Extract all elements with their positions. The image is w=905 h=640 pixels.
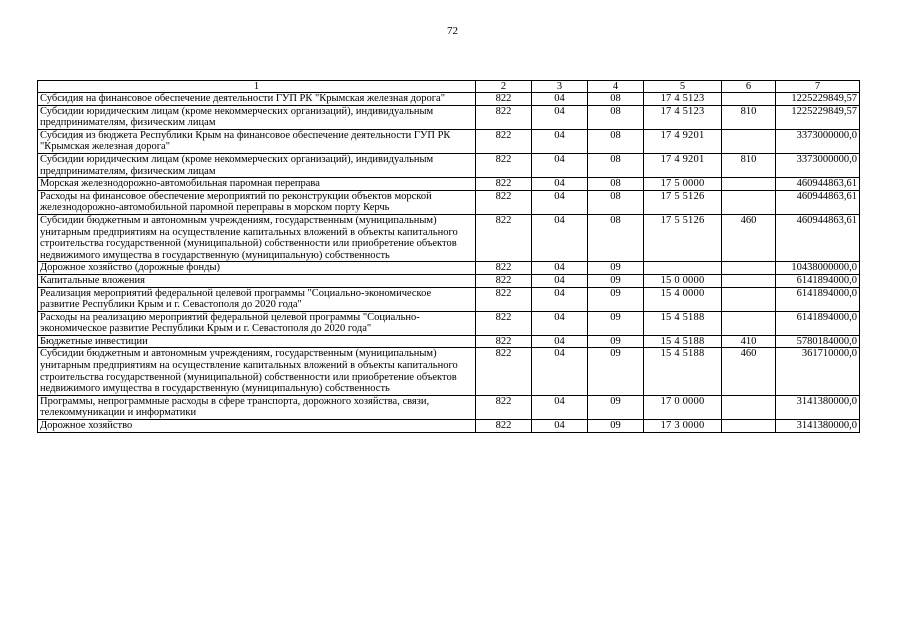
subsection-code-cell: 08 <box>588 153 644 177</box>
target-article-cell: 17 5 5126 <box>644 214 722 261</box>
target-article-cell: 17 4 9201 <box>644 129 722 153</box>
table-row <box>38 153 860 177</box>
expense-type-cell <box>722 178 776 191</box>
ministry-code-cell: 822 <box>476 420 532 433</box>
subsection-code-cell: 09 <box>588 287 644 311</box>
section-code-cell: 04 <box>532 105 588 129</box>
target-article-cell: 15 4 5188 <box>644 311 722 335</box>
section-code-cell: 04 <box>532 311 588 335</box>
expense-type-cell: 410 <box>722 335 776 348</box>
section-code-cell: 04 <box>532 93 588 106</box>
section-code-cell: 04 <box>532 190 588 214</box>
ministry-code-cell: 822 <box>476 214 532 261</box>
expense-type-cell: 460 <box>722 348 776 395</box>
header-cell: 6 <box>722 81 776 93</box>
amount-cell: 361710000,0 <box>776 348 860 395</box>
ministry-code-cell: 822 <box>476 178 532 191</box>
expense-name-cell: Программы, непрограммные расходы в сфере транспорта, дорожного хозяйства, связи, телекоммуникации и информатики <box>38 395 476 419</box>
subsection-code-cell: 08 <box>588 105 644 129</box>
expense-name-cell: Дорожное хозяйство (дорожные фонды) <box>38 262 476 275</box>
budget-table <box>37 80 860 433</box>
expense-name-cell: Субсидии бюджетным и автономным учреждениям, государственным (муниципальным) унитарным предприятиям на осуществление капитальных вложений в объекты капитального строительства государственной (муниципальной) собственности или приобретение объектов недвижимого имущества в государственную (муниципальную) собственность <box>38 214 476 261</box>
subsection-code-cell: 08 <box>588 190 644 214</box>
section-code-cell: 04 <box>532 420 588 433</box>
target-article-cell: 15 4 0000 <box>644 287 722 311</box>
target-article-cell: 17 4 5123 <box>644 93 722 106</box>
expense-name-cell: Капитальные вложения <box>38 274 476 287</box>
expense-name-cell: Субсидия на финансовое обеспечение деятельности ГУП РК "Крымская железная дорога" <box>38 93 476 106</box>
target-article-cell: 17 4 9201 <box>644 153 722 177</box>
amount-cell: 460944863,61 <box>776 214 860 261</box>
table-row <box>38 129 860 153</box>
expense-type-cell: 810 <box>722 105 776 129</box>
expense-type-cell <box>722 93 776 106</box>
ministry-code-cell: 822 <box>476 129 532 153</box>
amount-cell: 3141380000,0 <box>776 395 860 419</box>
amount-cell: 3373000000,0 <box>776 129 860 153</box>
expense-name-cell: Расходы на финансовое обеспечение мероприятий по реконструкции объектов морской железнодорожно-автомобильной паромной переправы в морском порту Керчь <box>38 190 476 214</box>
ministry-code-cell: 822 <box>476 153 532 177</box>
subsection-code-cell: 09 <box>588 311 644 335</box>
section-code-cell: 04 <box>532 129 588 153</box>
amount-cell: 3141380000,0 <box>776 420 860 433</box>
subsection-code-cell: 09 <box>588 420 644 433</box>
header-cell: 1 <box>38 81 476 93</box>
header-cell: 4 <box>588 81 644 93</box>
section-code-cell: 04 <box>532 348 588 395</box>
table-row <box>38 93 860 106</box>
amount-cell: 460944863,61 <box>776 190 860 214</box>
table-row <box>38 395 860 419</box>
ministry-code-cell: 822 <box>476 190 532 214</box>
amount-cell: 1225229849,57 <box>776 105 860 129</box>
amount-cell: 460944863,61 <box>776 178 860 191</box>
table-row <box>38 214 860 261</box>
target-article-cell: 15 4 5188 <box>644 348 722 395</box>
target-article-cell: 15 4 5188 <box>644 335 722 348</box>
expense-name-cell: Расходы на реализацию мероприятий федеральной целевой программы "Социально-экономическое развитие Республики Крым и г. Севастополя до 2020 года" <box>38 311 476 335</box>
section-code-cell: 04 <box>532 178 588 191</box>
subsection-code-cell: 08 <box>588 214 644 261</box>
table-row <box>38 178 860 191</box>
subsection-code-cell: 09 <box>588 335 644 348</box>
expense-type-cell <box>722 395 776 419</box>
section-code-cell: 04 <box>532 262 588 275</box>
amount-cell: 10438000000,0 <box>776 262 860 275</box>
subsection-code-cell: 09 <box>588 274 644 287</box>
table-row <box>38 190 860 214</box>
header-cell: 2 <box>476 81 532 93</box>
target-article-cell <box>644 262 722 275</box>
table-row <box>38 348 860 395</box>
ministry-code-cell: 822 <box>476 274 532 287</box>
amount-cell: 5780184000,0 <box>776 335 860 348</box>
section-code-cell: 04 <box>532 335 588 348</box>
expense-type-cell <box>722 129 776 153</box>
amount-cell: 3373000000,0 <box>776 153 860 177</box>
amount-cell: 6141894000,0 <box>776 311 860 335</box>
subsection-code-cell: 09 <box>588 348 644 395</box>
expense-name-cell: Дорожное хозяйство <box>38 420 476 433</box>
expense-name-cell: Субсидии юридическим лицам (кроме некоммерческих организаций), индивидуальным предпринимателям, физическим лицам <box>38 105 476 129</box>
table-row <box>38 105 860 129</box>
expense-name-cell: Субсидия из бюджета Республики Крым на финансовое обеспечение деятельности ГУП РК "Крымская железная дорога" <box>38 129 476 153</box>
table-row <box>38 262 860 275</box>
subsection-code-cell: 08 <box>588 93 644 106</box>
subsection-code-cell: 08 <box>588 129 644 153</box>
subsection-code-cell: 08 <box>588 178 644 191</box>
ministry-code-cell: 822 <box>476 395 532 419</box>
expense-type-cell <box>722 420 776 433</box>
table-row <box>38 420 860 433</box>
table-row <box>38 311 860 335</box>
ministry-code-cell: 822 <box>476 105 532 129</box>
section-code-cell: 04 <box>532 274 588 287</box>
page-number: 72 <box>447 25 458 37</box>
expense-name-cell: Реализация мероприятий федеральной целевой программы "Социально-экономическое развитие Республики Крым и г. Севастополя до 2020 года" <box>38 287 476 311</box>
section-code-cell: 04 <box>532 153 588 177</box>
target-article-cell: 17 4 5123 <box>644 105 722 129</box>
ministry-code-cell: 822 <box>476 311 532 335</box>
expense-name-cell: Бюджетные инвестиции <box>38 335 476 348</box>
ministry-code-cell: 822 <box>476 348 532 395</box>
subsection-code-cell: 09 <box>588 262 644 275</box>
target-article-cell: 15 0 0000 <box>644 274 722 287</box>
section-code-cell: 04 <box>532 214 588 261</box>
header-cell: 5 <box>644 81 722 93</box>
expense-type-cell: 810 <box>722 153 776 177</box>
header-cell: 7 <box>776 81 860 93</box>
ministry-code-cell: 822 <box>476 262 532 275</box>
table-row <box>38 274 860 287</box>
target-article-cell: 17 5 5126 <box>644 190 722 214</box>
target-article-cell: 17 5 0000 <box>644 178 722 191</box>
expense-type-cell: 460 <box>722 214 776 261</box>
ministry-code-cell: 822 <box>476 287 532 311</box>
section-code-cell: 04 <box>532 287 588 311</box>
amount-cell: 6141894000,0 <box>776 287 860 311</box>
target-article-cell: 17 0 0000 <box>644 395 722 419</box>
expense-name-cell: Субсидии юридическим лицам (кроме некоммерческих организаций), индивидуальным предпринимателям, физическим лицам <box>38 153 476 177</box>
table-header-row <box>38 81 860 93</box>
ministry-code-cell: 822 <box>476 93 532 106</box>
header-cell: 3 <box>532 81 588 93</box>
expense-type-cell <box>722 274 776 287</box>
expense-type-cell <box>722 287 776 311</box>
section-code-cell: 04 <box>532 395 588 419</box>
target-article-cell: 17 3 0000 <box>644 420 722 433</box>
expense-type-cell <box>722 262 776 275</box>
expense-name-cell: Субсидии бюджетным и автономным учреждениям, государственным (муниципальным) унитарным предприятиям на осуществление капитальных вложений в объекты капитального строительства государственной (муниципальной) собственности или приобретение объектов недвижимого имущества в государственную (муниципальную) собственность <box>38 348 476 395</box>
ministry-code-cell: 822 <box>476 335 532 348</box>
expense-name-cell: Морская железнодорожно-автомобильная паромная переправа <box>38 178 476 191</box>
table-row <box>38 287 860 311</box>
amount-cell: 6141894000,0 <box>776 274 860 287</box>
subsection-code-cell: 09 <box>588 395 644 419</box>
expense-type-cell <box>722 190 776 214</box>
table-row <box>38 335 860 348</box>
expense-type-cell <box>722 311 776 335</box>
amount-cell: 1225229849,57 <box>776 93 860 106</box>
